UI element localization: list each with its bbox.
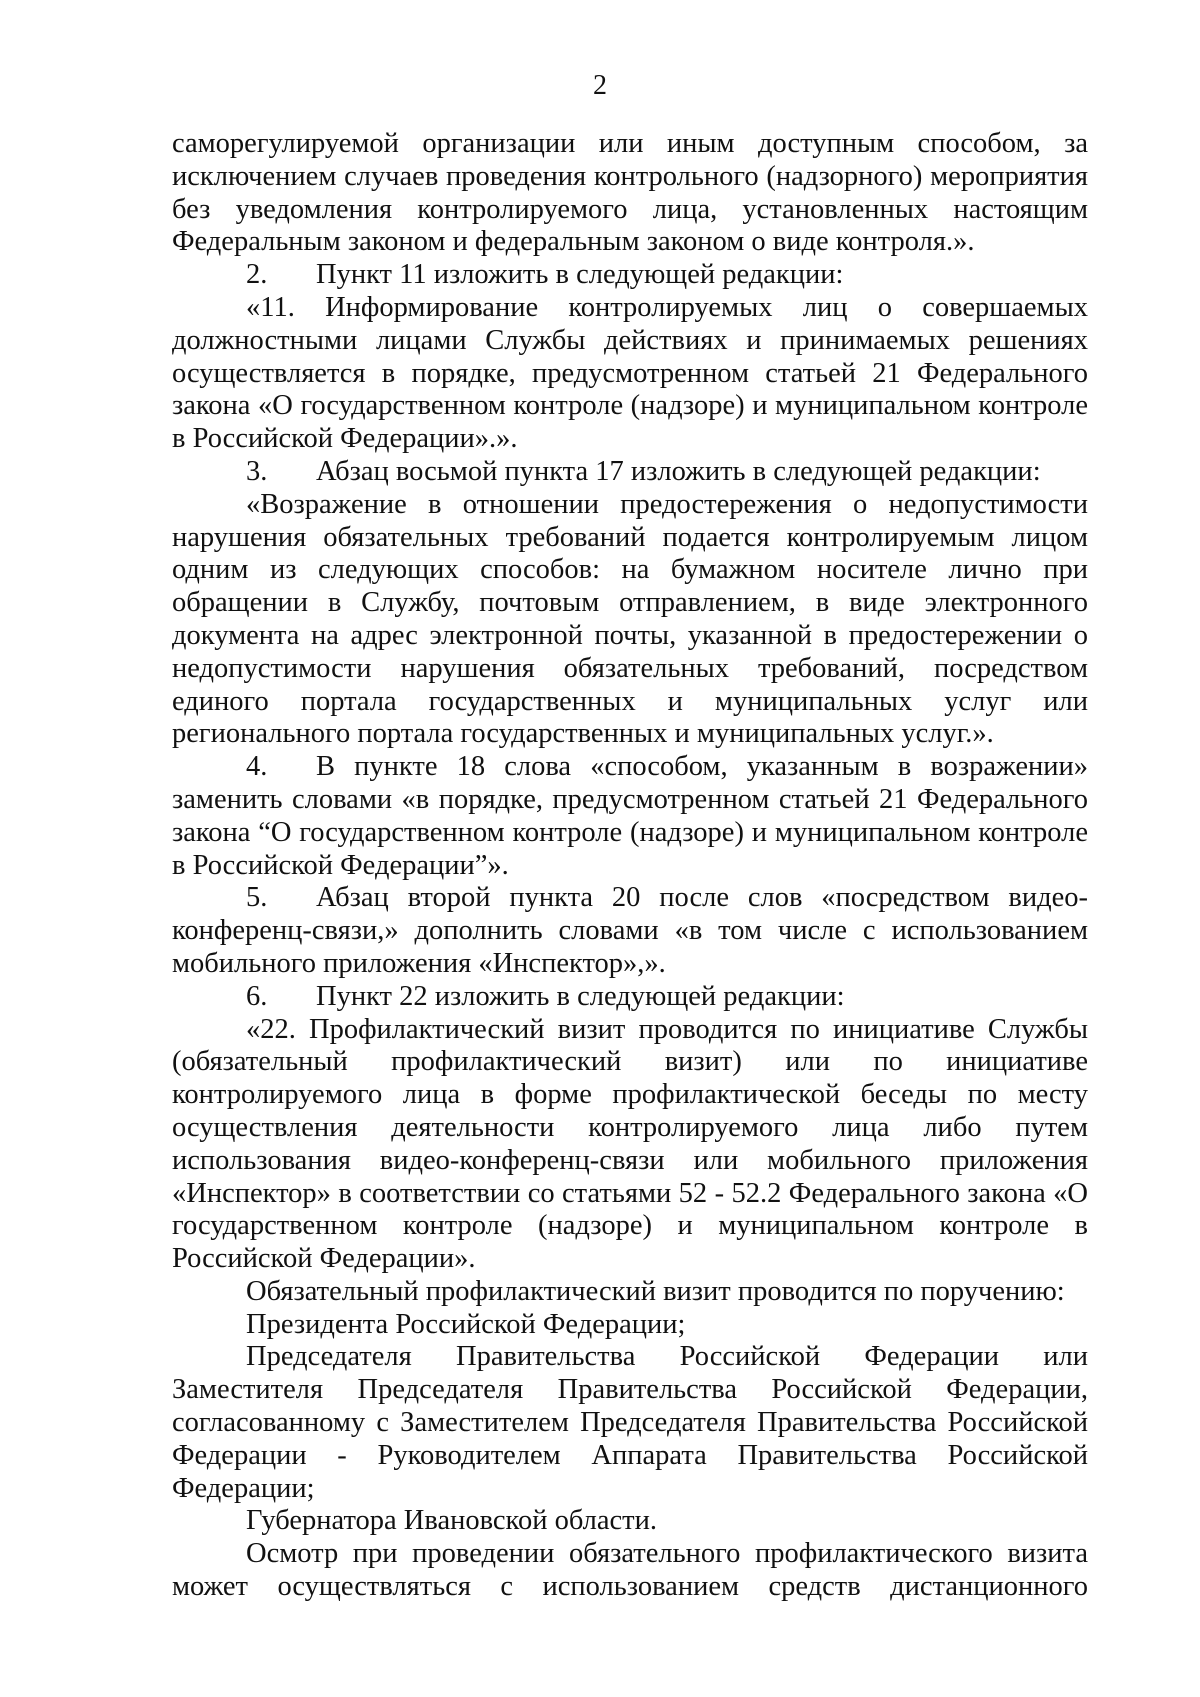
paragraph: Осмотр при проведении обязательного профилактического визита может осуществляться с использованием средств дистанционного <box>172 1538 1088 1603</box>
quoted-paragraph: «22. Профилактический визит проводится по инициативе Службы (обязательный профилактический визит) или по инициативе контролируемого лица в форме профилактической беседы по месту осуществления деятельности контролируемого лица либо путем использования видео-конференц-связи или мобильного приложения «Инспектор» в соответствии со статьями 52 - 52.2 Федерального закона «О государственном контроле (надзоре) и муниципальном контроле в Российской Федерации». <box>172 1013 1088 1275</box>
document-body <box>172 128 1088 1604</box>
paragraph: Председателя Правительства Российской Федерации или Заместителя Председателя Правительства Российской Федерации, согласованному с Заместителем Председателя Правительства Российской Федерации - Руководителем Аппарата Правительства Российской Федерации; <box>172 1341 1088 1504</box>
paragraph: Губернатора Ивановской области. <box>246 1505 657 1537</box>
paragraph: Президента Российской Федерации; <box>246 1308 686 1340</box>
item-text: В пункте 18 слова «способом, указанным в возражении» заменить словами «в порядке, предусмотренном статьей 21 Федерального закона “О государственном контроле (надзоре) и муниципальном контроле в Российской Федерации”». <box>172 751 1088 881</box>
paragraph-continuation: саморегулируемой организации или иным доступным способом, за исключением случаев проведения контрольного (надзорного) мероприятия без уведомления контролируемого лица, установленных настоящим Федеральным законом и федеральным законом о виде контроля.». <box>172 128 1088 258</box>
numbered-item <box>172 751 1088 882</box>
item-text: Пункт 22 изложить в следующей редакции: <box>316 980 845 1012</box>
item-number: 6. <box>246 980 268 1012</box>
numbered-item <box>172 259 1088 292</box>
quoted-paragraph: «Возражение в отношении предостережения о недопустимости нарушения обязательных требований подается контролируемым лицом одним из следующих способов: на бумажном носителе лично при обращении в Службу, почтовым отправлением, в виде электронного документа на адрес электронной почты, указанной в предостережении о недопустимости нарушения обязательных требований, посредством единого портала государственных и муниципальных услуг или регионального портала государственных и муниципальных услуг.». <box>172 488 1088 750</box>
item-text: Абзац восьмой пункта 17 изложить в следующей редакции: <box>316 455 1041 487</box>
numbered-item <box>172 882 1088 980</box>
item-number: 2. <box>246 259 268 291</box>
quoted-paragraph: «11. Информирование контролируемых лиц о совершаемых должностными лицами Службы действиях и принимаемых решениях осуществляется в порядке, предусмотренном статьей 21 Федерального закона «О государственном контроле (надзоре) и муниципальном контроле в Российской Федерации».». <box>172 291 1088 455</box>
item-number: 4. <box>246 751 268 783</box>
page-number: 2 <box>593 70 607 101</box>
item-text: Пункт 11 изложить в следующей редакции: <box>316 259 844 291</box>
numbered-item <box>172 981 1088 1014</box>
item-text: Абзац второй пункта 20 после слов «посредством видео-конференц-связи,» дополнить словами «в том числе с использованием мобильного приложения «Инспектор»,». <box>172 882 1088 979</box>
paragraph: Обязательный профилактический визит проводится по поручению: <box>246 1275 1065 1307</box>
item-number: 5. <box>246 882 268 914</box>
numbered-item <box>172 456 1088 489</box>
item-number: 3. <box>246 455 268 487</box>
